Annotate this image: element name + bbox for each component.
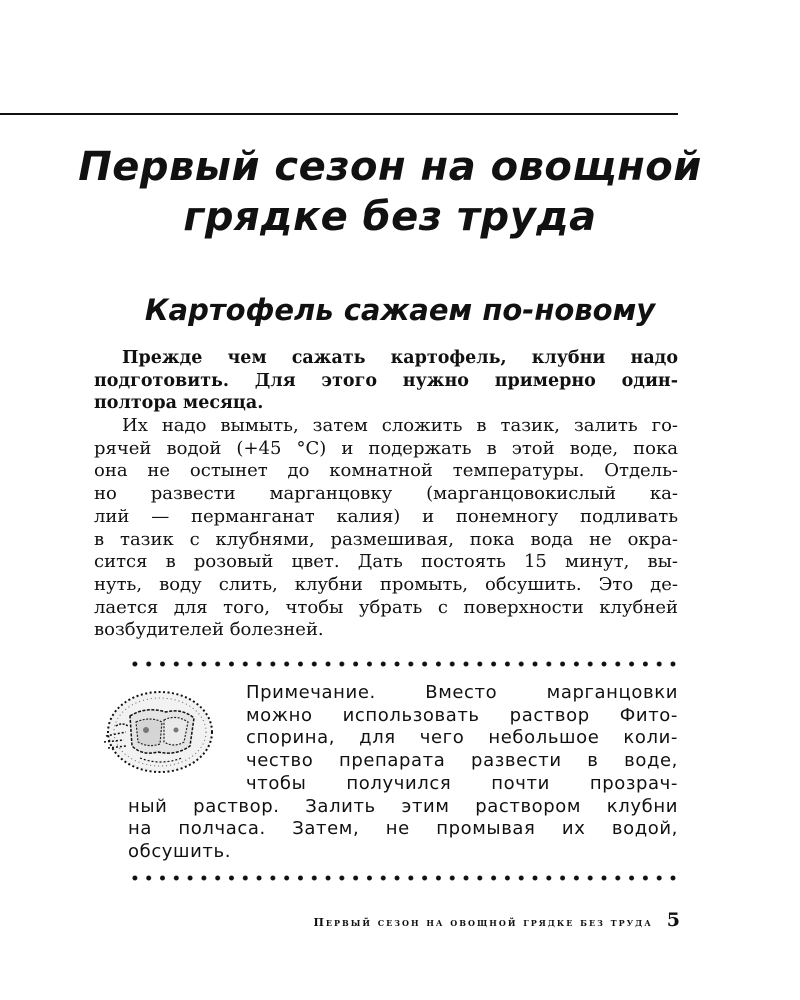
note-block bbox=[128, 682, 678, 864]
note-line: чтобы получился почти прозрач- bbox=[246, 772, 678, 794]
note-line: на полчаса. Затем, не промывая их водой, bbox=[128, 818, 678, 840]
note-line: Примечание. Вместо марганцовки bbox=[246, 682, 678, 703]
lead-line: полтора месяца. bbox=[94, 393, 264, 414]
body-line: Их надо вымыть, затем сложить в тазик, залить го- bbox=[122, 415, 678, 436]
running-footer-title: Первый сезон на овощной грядке без труда bbox=[313, 916, 653, 929]
body-line: рячей водой (+45 °С) и подержать в этой воде, пока bbox=[94, 437, 678, 459]
dotted-divider-bottom bbox=[128, 874, 680, 882]
chapter-title-line: Первый сезон на овощной bbox=[78, 144, 702, 190]
page-number: 5 bbox=[666, 909, 680, 931]
note-line: обсушить. bbox=[128, 840, 232, 862]
lead-paragraph bbox=[94, 347, 678, 415]
body-line: сится в розовый цвет. Дать постоять 15 минут, вы- bbox=[94, 551, 678, 573]
note-line: ный раствор. Залить этим раствором клубни bbox=[128, 795, 678, 817]
note-line: спорина, для чего небольшое коли- bbox=[246, 727, 678, 749]
body-line: но развести марганцовку (марганцовокислый ка- bbox=[94, 483, 678, 505]
section-title: Картофель сажаем по-новому bbox=[144, 293, 656, 327]
body-paragraph bbox=[94, 415, 678, 642]
body-line: лается для того, чтобы убрать с поверхности клубней bbox=[94, 596, 678, 618]
body-line: лий — перманганат калия) и понемногу подливать bbox=[94, 505, 678, 527]
running-footer bbox=[280, 909, 680, 931]
lead-line: Прежде чем сажать картофель, клубни надо bbox=[122, 348, 678, 368]
note-line: можно использовать раствор Фито- bbox=[246, 704, 678, 726]
body-line: нуть, воду слить, клубни промыть, обсушить. Это де- bbox=[94, 573, 678, 595]
dotted-divider-top bbox=[128, 660, 680, 668]
chapter-title bbox=[60, 142, 720, 242]
body-line: возбудителей болезней. bbox=[94, 619, 324, 641]
lead-line: подготовить. Для этого нужно примерно один- bbox=[94, 370, 678, 391]
body-line: она не остынет до комнатной температуры. Отдель- bbox=[94, 460, 678, 482]
note-line: чество препарата развести в воде, bbox=[246, 750, 678, 772]
top-rule bbox=[0, 113, 678, 115]
chapter-title-line: грядке без труда bbox=[183, 194, 597, 240]
body-line: в тазик с клубнями, размешивая, пока вода не окра- bbox=[94, 528, 678, 550]
